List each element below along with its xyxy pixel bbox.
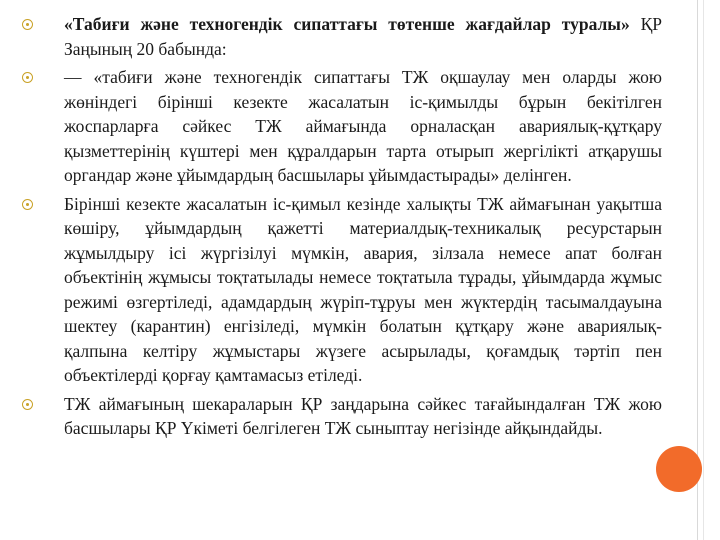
bullet-item <box>22 192 662 388</box>
bullet-paragraph <box>64 192 662 388</box>
bullet-item <box>22 65 662 188</box>
bullet-item <box>22 12 662 61</box>
circle-bullet-icon <box>22 72 33 83</box>
bullet-paragraph <box>64 392 662 441</box>
circle-bullet-icon <box>22 399 33 410</box>
slide-content <box>22 12 662 445</box>
bullet-paragraph <box>64 12 662 61</box>
frame-border-line <box>703 0 704 540</box>
circle-bullet-icon <box>22 199 33 210</box>
bullet-item <box>22 392 662 441</box>
bullet-text: ҚР Заңының 20 бабында: <box>64 14 663 59</box>
orange-accent-circle <box>656 446 702 492</box>
bullet-text: Бірінші кезекте жасалатын іс-қимыл кезінде халықты ТЖ аймағынан уақытша көшіру, ұйымдардың қажетті материалдық-техникалық ресурстарын жұмылдыру ісі жүргізілуі мүмкін, авария, зілзала немесе апат болған объектінің жұмысы тоқтатылады немесе тоқтатыла тұрады, ұйымдарда жұмыс режимі өзгертіледі, адамдардың жүріп-тұруы мен жүктердің тасымалдауына шектеу (карантин) енгізіледі, мүмкін болатын құтқару және авариялық-қалпына келтіру жұмыстары жүзеге асырылады, қоғамдық тәртіп пен объектілерді қорғау қамтамасыз етіледі. <box>64 193 662 385</box>
circle-bullet-icon <box>22 19 33 30</box>
bullet-text: — «табиғи және техногендік сипаттағы ТЖ оқшаулау мен оларды жою жөніндегі бірінші кезекте жасалатын іс-қимылды бұрын бекітілген жоспарларға сәйкес ТЖ аймағында орналасқан авариялық-құтқару қызметтерінің күштері мен құралдарын тарта отырып жергілікті атқарушы органдар және ұйымдардың басшылары ұйымдастырады» делінген. <box>64 67 662 185</box>
bullet-text: ТЖ аймағының шекараларын ҚР заңдарына сәйкес тағайындалған ТЖ жою басшылары ҚР Үкіметі белгілеген ТЖ сыныптау негізінде айқындайды. <box>64 393 662 438</box>
law-title: «Табиғи және техногендік сипаттағы төтенше жағдайлар туралы» <box>64 14 630 34</box>
bullet-paragraph <box>64 65 662 188</box>
